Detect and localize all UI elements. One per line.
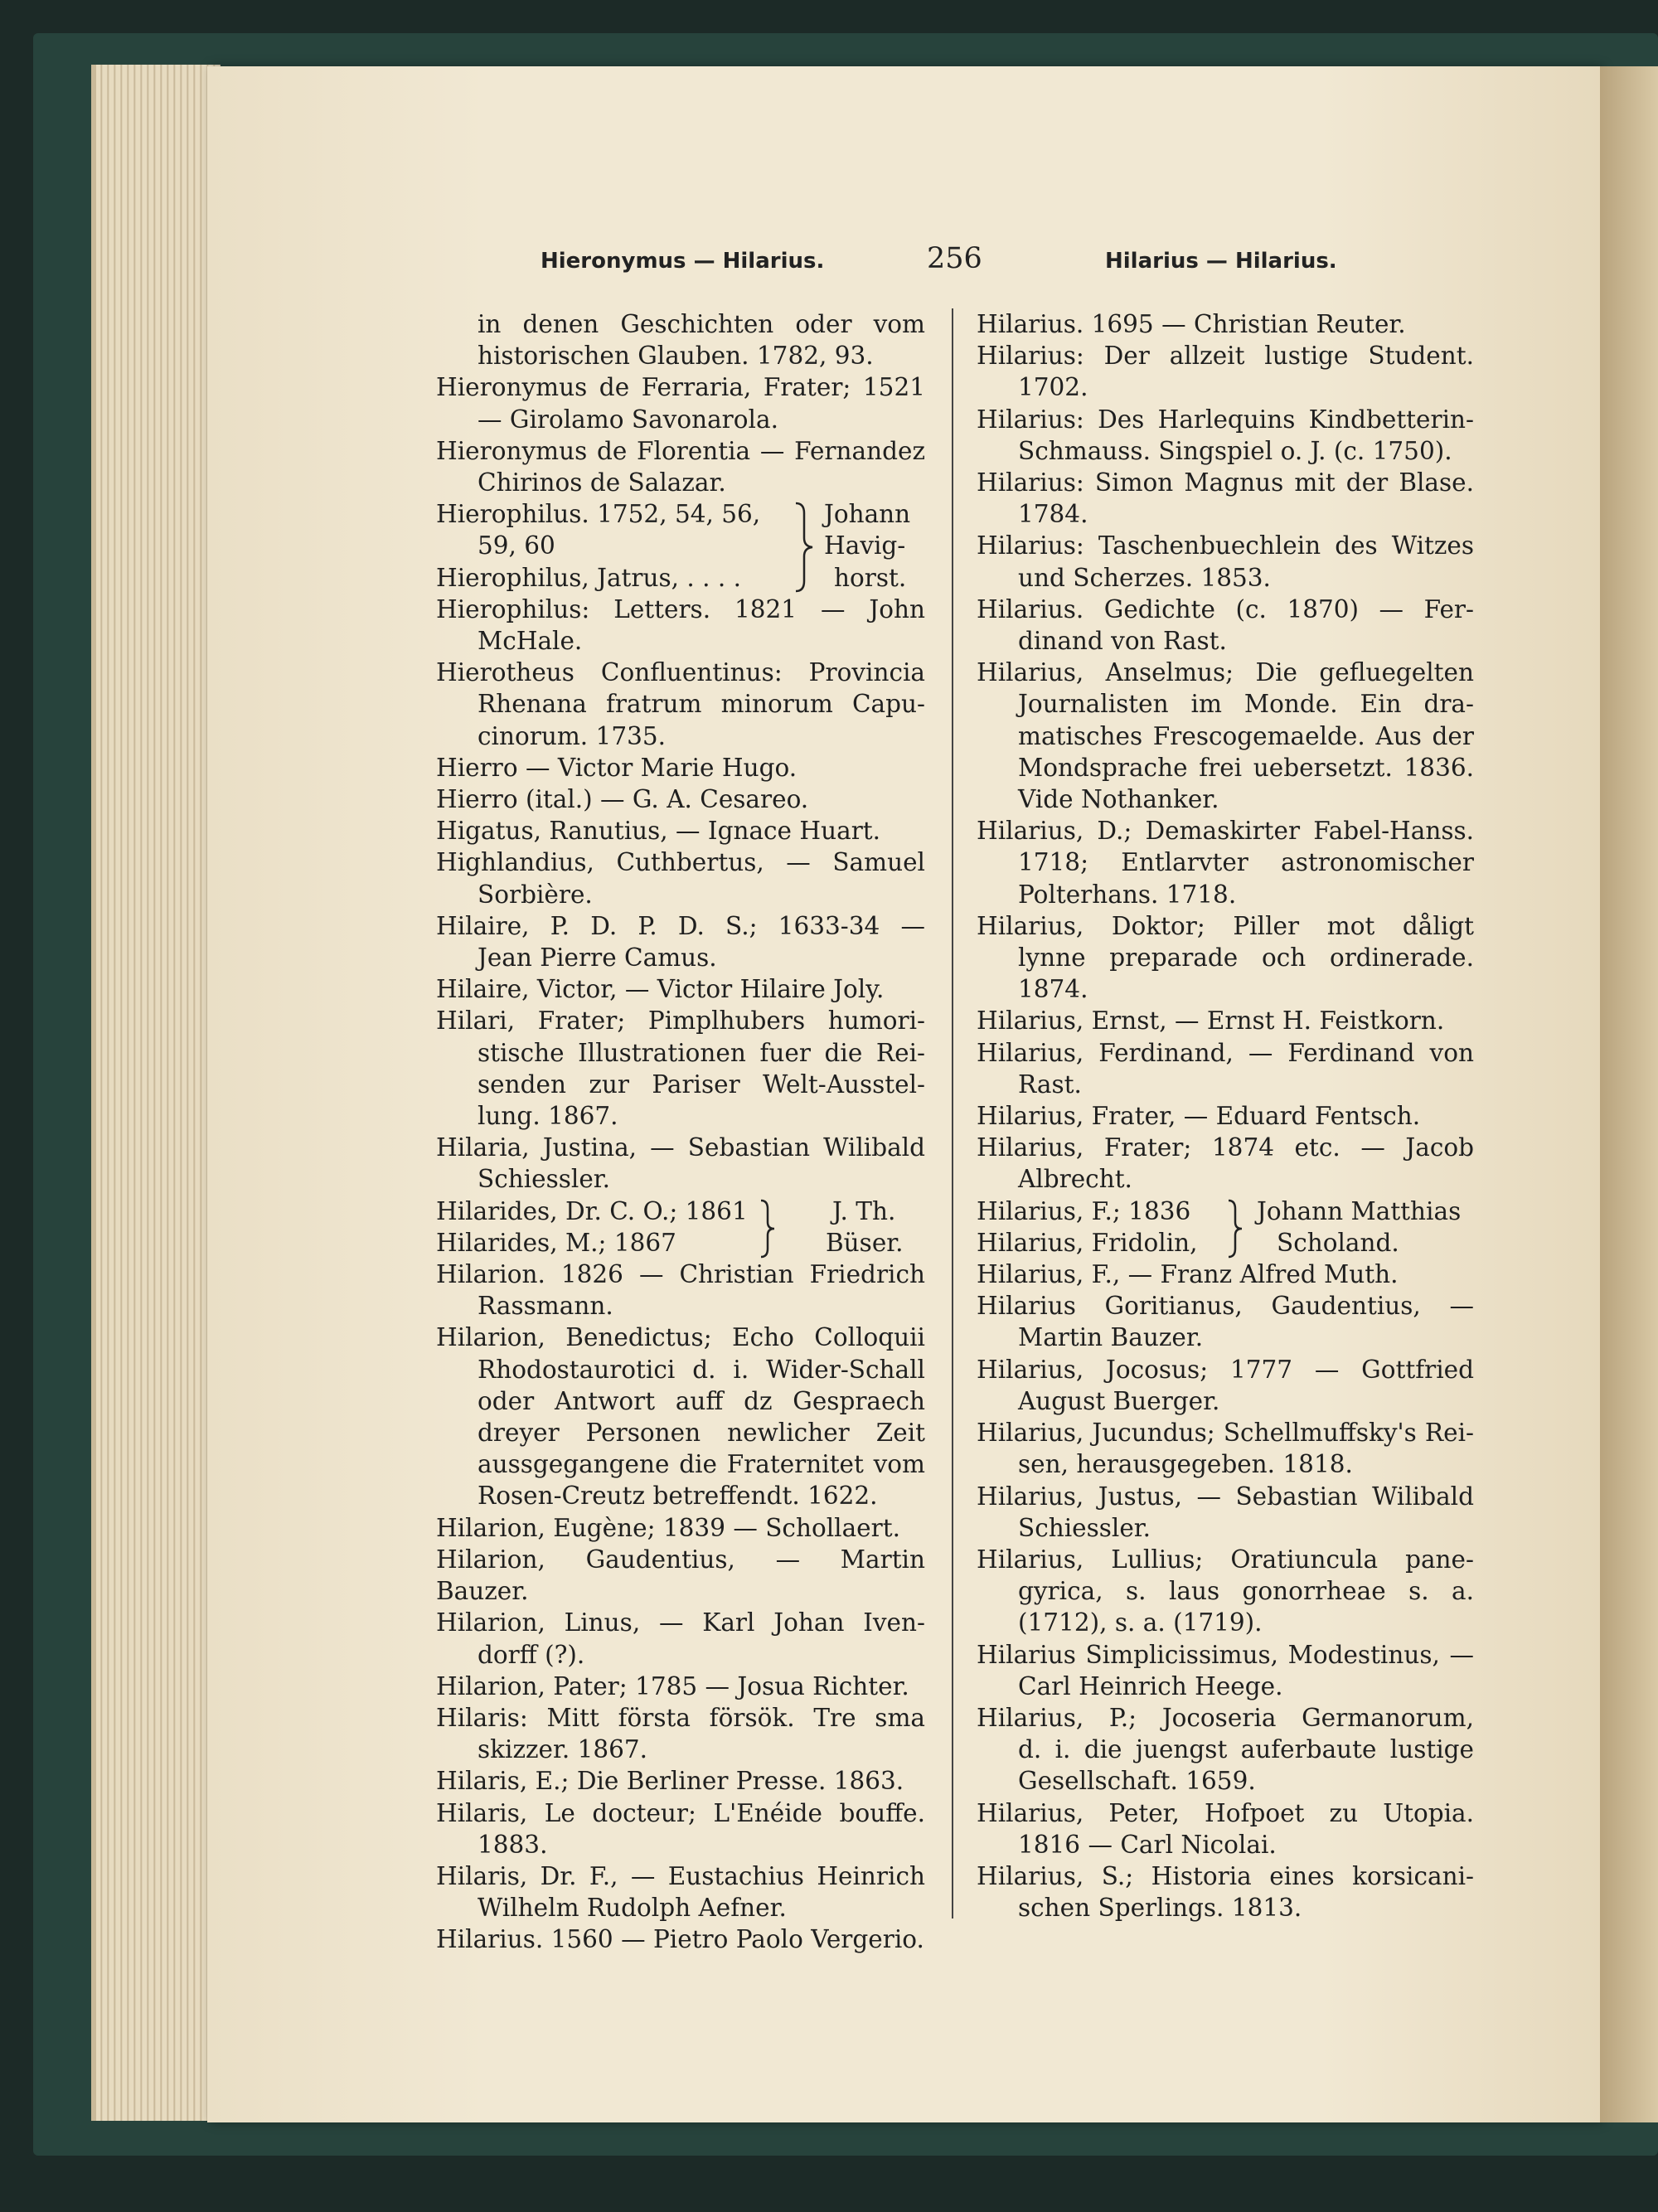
brace-line: Hilarides, Dr. C. O.; 1861 (436, 1196, 748, 1225)
entry-line: Polterhans. 1718. (1018, 880, 1237, 909)
header-left: Hieronymus — Hilarius. (541, 249, 825, 274)
entry-line: Hilarius: Des Harlequins Kindbetterin- (977, 405, 1474, 434)
entry-line: Hilarius, F., — Franz Alfred Muth. (977, 1260, 1399, 1289)
brace-line: 59, 60 (478, 531, 555, 560)
entry-line: Hilarius Goritianus, Gaudentius, — (977, 1292, 1474, 1321)
index-entry (977, 1354, 1474, 1417)
index-entry (436, 910, 925, 973)
entry-line: Hilarius, Doktor; Piller mot dåligt (977, 911, 1474, 940)
entry-line: Hilarius, D.; Demaskirter Fabel-Hanss. (977, 817, 1474, 846)
index-entry (977, 910, 1474, 1006)
page-gutter (1600, 66, 1658, 2122)
brace-target: Johann Matthias (1257, 1196, 1462, 1225)
index-entry (436, 1259, 925, 1322)
entry-line: Gesellschaft. 1659. (1018, 1767, 1256, 1796)
brace-line: Hilarides, M.; 1867 (436, 1228, 676, 1257)
entry-line: Hilarius, Frater, — Eduard Fentsch. (977, 1102, 1421, 1131)
entry-line: Albrecht. (1018, 1165, 1132, 1194)
index-entry (436, 1765, 925, 1797)
entry-line: stische Illustrationen fuer die Rei- (478, 1038, 925, 1067)
index-entry (977, 1481, 1474, 1544)
index-entry (977, 1100, 1474, 1132)
entry-line: Hilarion, Eugène; 1839 — Schollaert. (436, 1513, 900, 1542)
curly-brace-icon (1225, 1199, 1245, 1259)
entry-line: Vide Nothanker. (1018, 785, 1219, 814)
entry-line: d. i. die juengst auferbaute lustige (1018, 1735, 1474, 1764)
entry-line: — Girolamo Savonarola. (478, 405, 778, 434)
entry-line: Rassmann. (478, 1292, 613, 1321)
entry-line: August Buerger. (1018, 1386, 1220, 1415)
column-divider (952, 308, 953, 1919)
index-entry (436, 308, 925, 371)
entry-line: Hilarius: Der allzeit lustige Student. (977, 342, 1474, 371)
brace-entry-hilarides (436, 1196, 925, 1259)
entry-line: matisches Frescogemaelde. Aus der (1018, 721, 1474, 750)
entry-line: aussgegangene die Fraternitet vom (478, 1450, 925, 1479)
brace-target: Scholand. (1277, 1228, 1399, 1257)
entry-line: Hierophilus: Letters. 1821 — John (436, 594, 925, 623)
entry-line: Hilarius, Jucundus; Schellmuffsky's Rei- (977, 1419, 1474, 1448)
entry-line: Schiessler. (1018, 1513, 1151, 1542)
index-entry (436, 435, 925, 498)
entry-line: Hierro (ital.) — G. A. Cesareo. (436, 785, 809, 814)
brace-line: Hilarius, F.; 1836 (977, 1196, 1191, 1225)
entry-line: McHale. (478, 627, 583, 656)
entry-line: (1712), s. a. (1719). (1018, 1608, 1263, 1637)
entry-line: Carl Heinrich Heege. (1018, 1671, 1283, 1700)
entry-line: Hilarius. Gedichte (c. 1870) — Fer- (977, 594, 1474, 623)
entry-line: oder Antwort auff dz Gespraech (478, 1386, 925, 1415)
entry-line: Sorbière. (478, 880, 593, 909)
entry-line: Journalisten im Monde. Ein dra- (1018, 690, 1474, 719)
entry-line: in denen Geschichten oder vom (478, 310, 925, 338)
brace-entry-hilarius-f (977, 1196, 1474, 1259)
entry-line: dorff (?). (478, 1640, 585, 1669)
entry-line: Hilaris, Le docteur; L'Enéide bouffe. (436, 1798, 925, 1827)
index-entry (977, 1702, 1474, 1797)
entry-line: Hilarius, Peter, Hofpoet zu Utopia. (977, 1798, 1474, 1827)
entry-line: cinorum. 1735. (478, 721, 666, 750)
entry-line: senden zur Pariser Welt-Ausstel- (478, 1070, 925, 1099)
entry-line: Hieronymus de Ferraria, Frater; 1521 (436, 373, 925, 402)
index-entry (977, 657, 1474, 815)
index-entry (436, 973, 925, 1005)
index-entry (977, 1037, 1474, 1100)
entry-line: Hilaria, Justina, — Sebastian Wilibald (436, 1133, 925, 1162)
entry-line: und Scherzes. 1853. (1018, 563, 1271, 592)
index-entry (436, 1005, 925, 1132)
entry-line: Hierro — Victor Marie Hugo. (436, 753, 797, 782)
entry-line: sen, herausgegeben. 1818. (1018, 1450, 1353, 1479)
index-entry (977, 404, 1474, 467)
left-column (436, 308, 925, 1956)
index-entry (436, 752, 925, 783)
brace-target: Johann (824, 500, 911, 529)
entry-line: 1883. (478, 1830, 548, 1859)
brace-target: Havig- (824, 531, 906, 560)
index-entry (436, 1132, 925, 1195)
entry-line: Rosen-Creutz betreffendt. 1622. (478, 1482, 878, 1511)
entry-line: Rast. (1018, 1070, 1082, 1099)
entry-line: Schmauss. Singspiel o. J. (c. 1750). (1018, 436, 1452, 465)
entry-line: Hilaire, P. D. P. D. S.; 1633-34 — (436, 911, 925, 940)
entry-line: Hilarius, S.; Historia eines korsicani- (977, 1861, 1474, 1890)
index-entry (977, 1860, 1474, 1923)
index-entry (977, 1132, 1474, 1195)
entry-line: Higatus, Ranutius, — Ignace Huart. (436, 817, 881, 846)
brace-entry-hierophilus (436, 498, 925, 594)
entry-line: Hilaris, Dr. F., — Eustachius Heinrich (436, 1861, 925, 1890)
entry-line: Hilaris, E.; Die Berliner Presse. 1863. (436, 1767, 904, 1796)
entry-line: Hilarius Simplicissimus, Modestinus, — (977, 1640, 1474, 1669)
entry-line: Hieronymus de Florentia — Fernandez (436, 436, 925, 465)
entry-line: lung. 1867. (478, 1102, 618, 1131)
index-entry (977, 1005, 1474, 1036)
entry-line: 1816 — Carl Nicolai. (1018, 1830, 1277, 1859)
page-edges (91, 65, 221, 2121)
brace-target: J. Th. (832, 1196, 896, 1225)
brace-target: horst. (834, 563, 907, 592)
brace-line: Hilarius, Fridolin, (977, 1228, 1198, 1257)
entry-line: gyrica, s. laus gonorrheae s. a. (1018, 1577, 1474, 1606)
entry-line: schen Sperlings. 1813. (1018, 1894, 1302, 1923)
entry-line: Hilarius, Ferdinand, — Ferdinand von (977, 1038, 1474, 1067)
entry-line: Hilarion, Pater; 1785 — Josua Richter. (436, 1671, 909, 1700)
index-entry (977, 530, 1474, 593)
entry-line: lynne preparade och ordinerade. (1018, 943, 1474, 973)
entry-line: Wilhelm Rudolph Aefner. (478, 1894, 787, 1923)
index-entry (977, 1417, 1474, 1480)
entry-line: Hilarius, P.; Jocoseria Germanorum, (977, 1703, 1474, 1732)
index-entry (436, 1671, 925, 1702)
index-entry (977, 308, 1474, 340)
entry-line: Hilarius, Justus, — Sebastian Wilibald (977, 1482, 1474, 1511)
index-entry (436, 1512, 925, 1544)
running-header (431, 242, 1343, 284)
index-entry (436, 783, 925, 815)
entry-line: Hilarion. 1826 — Christian Friedrich (436, 1260, 925, 1289)
entry-line: Rhenana fratrum minorum Capu- (478, 690, 925, 719)
entry-line: 1702. (1018, 373, 1088, 402)
entry-line: Mondsprache frei uebersetzt. 1836. (1018, 753, 1474, 782)
index-entry (436, 594, 925, 657)
index-entry (436, 371, 925, 434)
index-entry (436, 1860, 925, 1923)
index-entry (977, 1797, 1474, 1860)
index-entry (436, 815, 925, 846)
brace-line: Hierophilus, Jatrus, . . . . (436, 563, 742, 592)
index-entry (977, 1259, 1474, 1290)
entry-line: Hilarion, Linus, — Karl Johan Iven- (436, 1608, 925, 1637)
entry-line: dinand von Rast. (1018, 627, 1227, 656)
entry-line: Jean Pierre Camus. (478, 943, 717, 973)
right-column (977, 308, 1474, 1923)
brace-line: Hierophilus. 1752, 54, 56, (436, 500, 761, 529)
index-entry (436, 1702, 925, 1765)
index-entry (436, 1544, 925, 1607)
page-number: 256 (927, 242, 982, 275)
entry-line: Chirinos de Salazar. (478, 468, 726, 497)
entry-line: Hilarius: Simon Magnus mit der Blase. (977, 468, 1474, 497)
index-entry (436, 1322, 925, 1511)
index-entry (977, 1544, 1474, 1639)
entry-line: Highlandius, Cuthbertus, — Samuel (436, 848, 925, 877)
entry-line: skizzer. 1867. (478, 1735, 648, 1764)
entry-line: Hilarius, Frater; 1874 etc. — Jacob (977, 1133, 1474, 1162)
index-entry (436, 657, 925, 752)
entry-line: Hilarius, Ernst, — Ernst H. Feistkorn. (977, 1007, 1445, 1036)
entry-line: Hilaris: Mitt första försök. Tre sma (436, 1703, 925, 1732)
entry-line: dreyer Personen newlicher Zeit (478, 1419, 925, 1448)
entry-line: Hilarius, Anselmus; Die gefluegelten (977, 658, 1474, 687)
entry-line: Schiessler. (478, 1165, 611, 1194)
entry-line: historischen Glauben. 1782, 93. (478, 342, 874, 371)
index-entry (977, 594, 1474, 657)
index-entry (977, 1639, 1474, 1702)
entry-line: Hilarion, Benedictus; Echo Colloquii (436, 1323, 925, 1352)
entry-line: Hilarion, Gaudentius, — Martin Bauzer. (436, 1545, 925, 1606)
index-entry (436, 1923, 925, 1955)
entry-line: Rhodostaurotici d. i. Wider-Schall (478, 1355, 925, 1384)
entry-line: Hilarius, Jocosus; 1777 — Gottfried (977, 1355, 1474, 1384)
curly-brace-icon (758, 1199, 778, 1259)
entry-line: Hilarius: Taschenbuechlein des Witzes (977, 531, 1474, 560)
entry-line: Hilaire, Victor, — Victor Hilaire Joly. (436, 975, 885, 1004)
header-right: Hilarius — Hilarius. (1105, 249, 1337, 274)
index-entry (977, 815, 1474, 910)
index-entry (977, 1290, 1474, 1353)
entry-line: Hilarius. 1695 — Christian Reuter. (977, 310, 1406, 338)
entry-line: Hilarius, Lullius; Oratiuncula pane- (977, 1545, 1474, 1574)
index-entry (977, 467, 1474, 530)
index-entry (436, 846, 925, 910)
entry-line: Hilarius. 1560 — Pietro Paolo Vergerio. (436, 1925, 924, 1954)
curly-brace-icon (793, 502, 817, 593)
brace-target: Büser. (826, 1228, 904, 1257)
index-entry (436, 1797, 925, 1860)
entry-line: Martin Bauzer. (1018, 1323, 1204, 1352)
entry-line: 1784. (1018, 500, 1088, 529)
entry-line: 1718; Entlarvter astronomischer (1018, 848, 1474, 877)
entry-line: Hierotheus Confluentinus: Provincia (436, 658, 925, 687)
entry-line: Hilari, Frater; Pimplhubers humori- (436, 1007, 925, 1036)
index-entry (436, 1607, 925, 1670)
entry-line: 1874. (1018, 975, 1088, 1004)
index-entry (977, 340, 1474, 403)
